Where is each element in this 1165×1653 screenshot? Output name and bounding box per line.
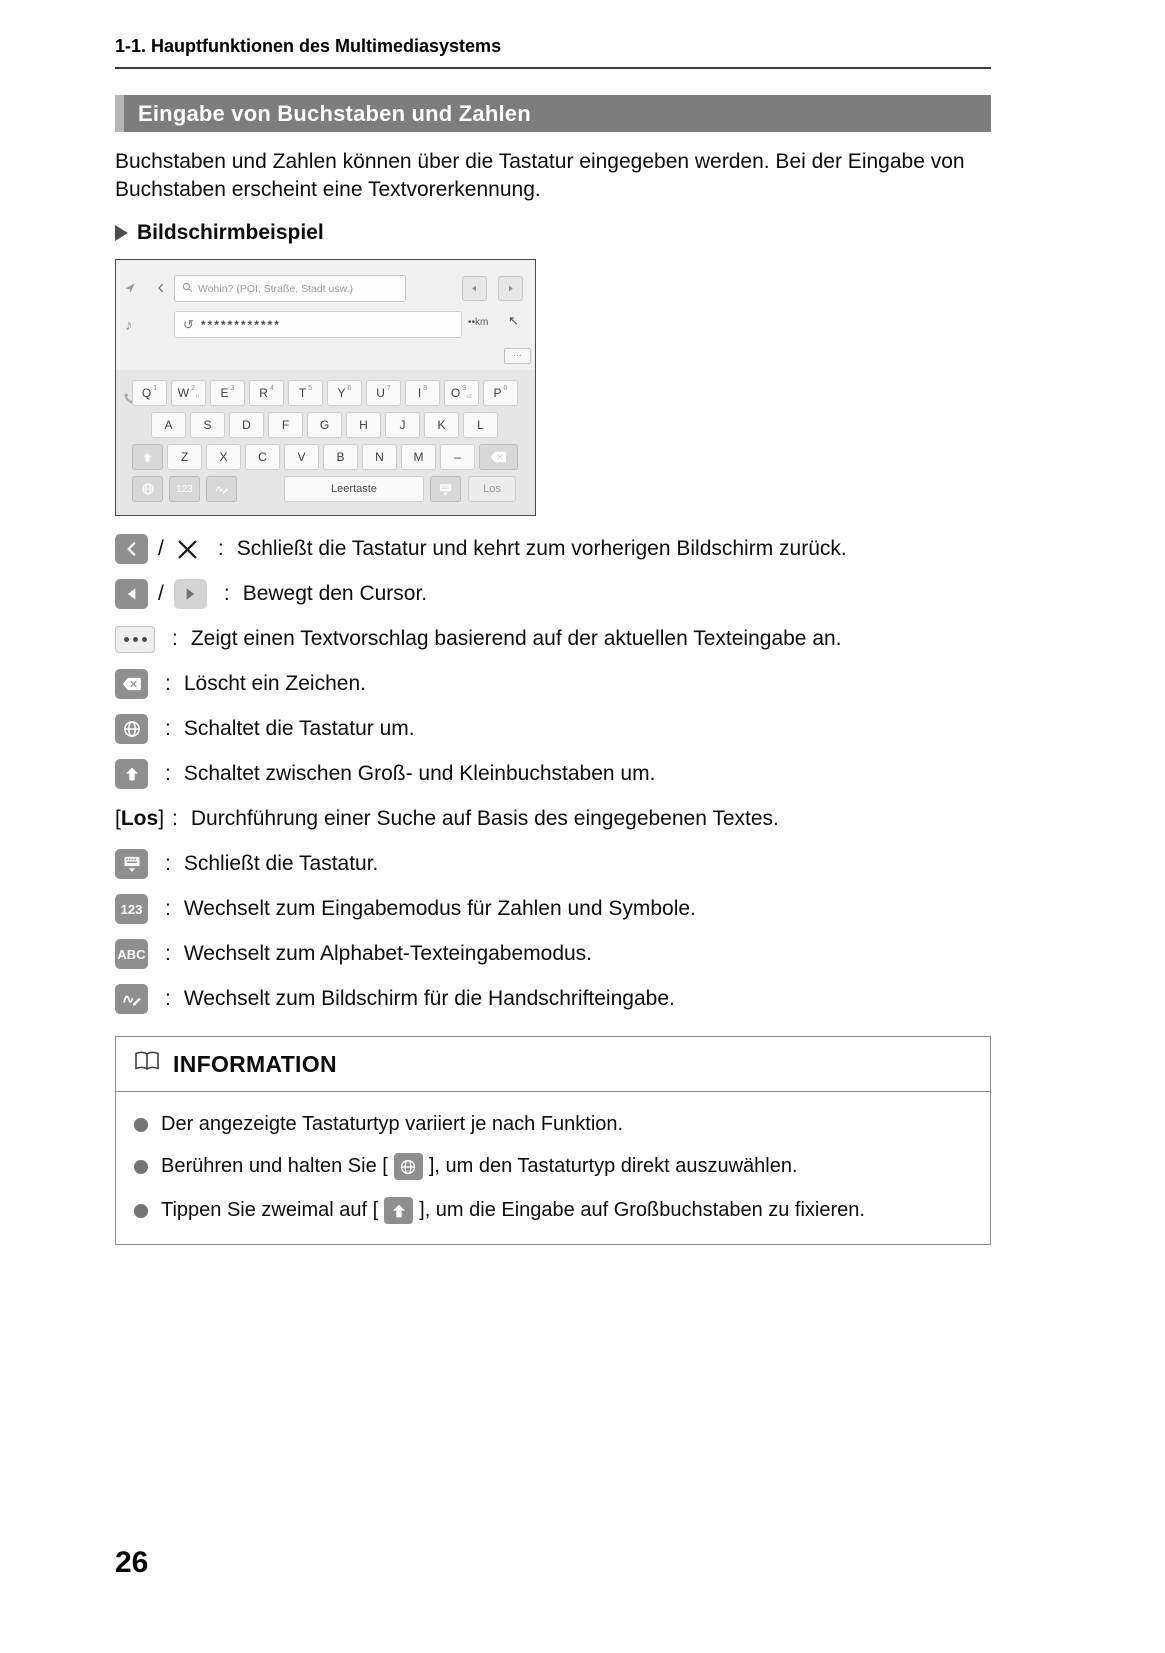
- key-label: L: [477, 418, 484, 433]
- key-sup: 9: [462, 385, 467, 393]
- key-sup: 6: [347, 385, 352, 393]
- key-h: [346, 412, 381, 438]
- legend-text: Wechselt zum Alphabet-Texteingabemodus.: [183, 942, 593, 966]
- key-s: [190, 412, 225, 438]
- key-label: I: [417, 386, 422, 401]
- hide-keyboard-key: [430, 476, 461, 502]
- key-k: [424, 412, 459, 438]
- legend-row-numeric-mode: [115, 892, 991, 926]
- colon: :: [165, 672, 171, 696]
- legend-text: Wechselt zum Eingabemodus für Zahlen und Symbole.: [183, 897, 696, 921]
- legend-text: Zeigt einen Textvorschlag basierend auf der aktuellen Texteingabe an.: [190, 627, 842, 651]
- key-sub: cr: [467, 394, 473, 401]
- key-label: R: [259, 386, 268, 401]
- key-label: C: [258, 450, 267, 465]
- space-key: [284, 476, 424, 502]
- handwriting-icon: [115, 984, 148, 1014]
- legend-text: Löscht ein Zeichen.: [183, 672, 366, 696]
- key-label: E: [220, 386, 229, 401]
- bullet-icon: [134, 1160, 148, 1174]
- key-label: G: [319, 418, 330, 433]
- key-label: Z: [180, 450, 189, 465]
- bullet-icon: [134, 1204, 148, 1218]
- legend-row-shift: [115, 757, 991, 791]
- key-i: [405, 380, 440, 406]
- legend-row-los: [115, 802, 991, 836]
- key-z: [167, 444, 202, 470]
- globe-icon: [141, 482, 155, 496]
- key-t: [288, 380, 323, 406]
- legend-row-delete: [115, 667, 991, 701]
- key-f: [268, 412, 303, 438]
- legend-row-handwriting: [115, 982, 991, 1016]
- legend-text: Schließt die Tastatur und kehrt zum vorherigen Bildschirm zurück.: [236, 537, 847, 561]
- cursor-right-button: [498, 276, 523, 301]
- key-sup: 3: [230, 385, 235, 393]
- keyboard-hide-icon: [438, 482, 453, 497]
- suggestion-dots-icon: [115, 626, 155, 653]
- info-text: Der angezeigte Tastaturtyp variiert je nach Funktion.: [161, 1113, 624, 1136]
- info-item-double-tap-shift: [134, 1197, 972, 1224]
- legend-row-cursor: [115, 577, 991, 611]
- key-d: [229, 412, 264, 438]
- example-label: Bildschirmbeispiel: [137, 221, 324, 245]
- book-icon: [134, 1050, 160, 1078]
- cursor-right-icon: [174, 579, 207, 609]
- information-box: [115, 1036, 991, 1245]
- legend-row-suggestion: [115, 622, 991, 656]
- keyboard-row-1: [116, 380, 535, 406]
- legend-row-close-keyboard: [115, 847, 991, 881]
- music-note-icon: ♪: [125, 317, 133, 335]
- handwriting-icon: [215, 482, 229, 496]
- colon: :: [165, 852, 171, 876]
- page-content: [115, 0, 991, 1245]
- key-sup: 1: [153, 385, 158, 393]
- key-c: [245, 444, 280, 470]
- key-y: [327, 380, 362, 406]
- text-input-field: [174, 311, 462, 338]
- numeric-mode-icon: [115, 894, 148, 924]
- nav-cursor-icon: [123, 281, 137, 297]
- key-label: A: [164, 418, 173, 433]
- key-e: [210, 380, 245, 406]
- key-label: Y: [337, 386, 346, 401]
- slash-separator: /: [158, 537, 164, 561]
- key-m: [401, 444, 436, 470]
- key-n: [362, 444, 397, 470]
- key-label: Los: [483, 483, 501, 496]
- colon: :: [217, 537, 224, 561]
- screen-example-image: [115, 259, 536, 516]
- information-title: INFORMATION: [173, 1050, 337, 1077]
- key-j: [385, 412, 420, 438]
- section-title: Eingabe von Buchstaben und Zahlen: [138, 100, 531, 126]
- colon: :: [165, 897, 171, 921]
- information-header: [116, 1037, 990, 1091]
- key-label: W: [177, 386, 190, 401]
- key-label: S: [203, 418, 212, 433]
- history-icon: ↺: [183, 316, 194, 332]
- key-label: Q: [141, 386, 152, 401]
- legend-text: Schaltet die Tastatur um.: [183, 717, 415, 741]
- shift-icon: [384, 1197, 413, 1224]
- icon-label: 123: [120, 901, 143, 917]
- key-sup: 7: [386, 385, 391, 393]
- bracket-close: ]: [158, 807, 165, 831]
- destination-search-field: [174, 275, 406, 302]
- icon-label: ABC: [117, 946, 146, 962]
- info-text-prefix: Tippen Sie zweimal auf [: [161, 1199, 379, 1222]
- page-number: 26: [115, 1546, 149, 1579]
- key-sup: 0: [503, 385, 508, 393]
- backspace-icon: [490, 451, 507, 463]
- cursor-left-button: [462, 276, 487, 301]
- shift-key: [132, 444, 163, 470]
- key-dash: [440, 444, 475, 470]
- key-label: J: [399, 418, 406, 433]
- go-key: [468, 476, 516, 502]
- close-x-icon: [174, 536, 201, 563]
- distance-label: ••km: [468, 317, 489, 329]
- key-label: O: [450, 386, 461, 401]
- colon: :: [165, 987, 171, 1011]
- key-l: [463, 412, 498, 438]
- key-label: B: [336, 450, 345, 465]
- header-rule: [115, 67, 991, 69]
- colon: :: [165, 717, 171, 741]
- key-p: [483, 380, 518, 406]
- key-sup: 2: [191, 385, 195, 393]
- los-key-label: [115, 807, 164, 831]
- key-u: [366, 380, 401, 406]
- key-sup: 4: [269, 385, 274, 393]
- legend-row-switch-keyboard: [115, 712, 991, 746]
- los-label-bold: Los: [120, 807, 159, 831]
- key-label: –: [454, 450, 461, 465]
- legend-text: Bewegt den Cursor.: [242, 582, 428, 606]
- key-label: U: [376, 386, 385, 401]
- numeric-mode-key: [169, 476, 200, 502]
- search-placeholder: Wohin? (POI, Straße, Stadt usw.): [198, 282, 354, 295]
- key-label: N: [375, 450, 384, 465]
- delete-key: [479, 444, 518, 470]
- key-label: K: [437, 418, 446, 433]
- keyboard-row-4: [116, 476, 535, 502]
- section-banner: [115, 95, 991, 132]
- key-sub: n: [195, 394, 200, 401]
- bracket-open: [: [115, 807, 121, 831]
- back-icon: [115, 534, 148, 564]
- slash-separator: /: [158, 582, 164, 606]
- colon: :: [165, 942, 171, 966]
- colon: :: [165, 762, 171, 786]
- key-label: F: [281, 418, 290, 433]
- shift-icon: [141, 451, 154, 464]
- key-g: [307, 412, 342, 438]
- key-w: [171, 380, 206, 406]
- key-label: H: [359, 418, 368, 433]
- key-v: [284, 444, 319, 470]
- suggestion-dots-button: ...: [504, 348, 531, 364]
- info-text-suffix: ], um die Eingabe auf Großbuchstaben zu fixieren.: [419, 1199, 865, 1222]
- info-item-keyboard-type: [134, 1113, 972, 1136]
- masked-input-text: ************: [200, 317, 281, 332]
- chapter-header: 1-1. Hauptfunktionen des Multimediasystems: [115, 36, 502, 56]
- key-sup: 8: [423, 385, 428, 393]
- colon: :: [172, 627, 178, 651]
- backspace-icon: [115, 669, 148, 699]
- icon-legend: [115, 532, 991, 1016]
- legend-row-alphabet-mode: [115, 937, 991, 971]
- alphabet-mode-icon: [115, 939, 148, 969]
- key-label: D: [242, 418, 251, 433]
- legend-text: Wechselt zum Bildschirm für die Handschrifteingabe.: [183, 987, 675, 1011]
- globe-key: [132, 476, 163, 502]
- back-chevron-icon: [156, 281, 166, 299]
- legend-text: Durchführung einer Suche auf Basis des eingegebenen Textes.: [190, 807, 779, 831]
- key-label: 123: [176, 483, 193, 495]
- shift-icon: [115, 759, 148, 789]
- legend-text: Schließt die Tastatur.: [183, 852, 379, 876]
- legend-row-close-return: [115, 532, 991, 566]
- handwriting-key: [206, 476, 237, 502]
- key-x: [206, 444, 241, 470]
- bullet-icon: [134, 1118, 148, 1132]
- key-o: [444, 380, 479, 406]
- key-label: M: [413, 450, 424, 465]
- info-item-hold-globe: [134, 1153, 972, 1180]
- information-items: [116, 1092, 990, 1244]
- key-label: T: [298, 386, 307, 401]
- key-sup: 5: [308, 385, 313, 393]
- search-icon: [182, 280, 193, 298]
- arrow-right-icon: [115, 225, 128, 241]
- compass-arrow-icon: ↖: [508, 313, 519, 329]
- keyboard-row-2: [116, 412, 535, 438]
- key-q: [132, 380, 167, 406]
- key-label: Leertaste: [331, 483, 377, 496]
- keyboard-hide-icon: [115, 849, 148, 879]
- key-label: V: [297, 450, 306, 465]
- globe-icon: [115, 714, 148, 744]
- colon: :: [172, 807, 178, 831]
- key-b: [323, 444, 358, 470]
- colon: :: [223, 582, 230, 606]
- keyboard-row-3: [116, 444, 535, 470]
- intro-paragraph: Buchstaben und Zahlen können über die Tastatur eingegeben werden. Bei der Eingabe von Buchstaben erscheint eine Textvorerkennung.: [115, 150, 965, 201]
- legend-text: Schaltet zwischen Groß- und Kleinbuchstaben um.: [183, 762, 656, 786]
- cursor-left-icon: [115, 579, 148, 609]
- key-label: P: [493, 386, 502, 401]
- info-text-prefix: Berühren und halten Sie [: [161, 1155, 388, 1178]
- key-r: [249, 380, 284, 406]
- info-text-suffix: ], um den Tastaturtyp direkt auszuwählen.: [428, 1155, 798, 1178]
- key-a: [151, 412, 186, 438]
- key-label: X: [219, 450, 228, 465]
- example-heading: [115, 221, 991, 245]
- globe-icon: [394, 1153, 423, 1180]
